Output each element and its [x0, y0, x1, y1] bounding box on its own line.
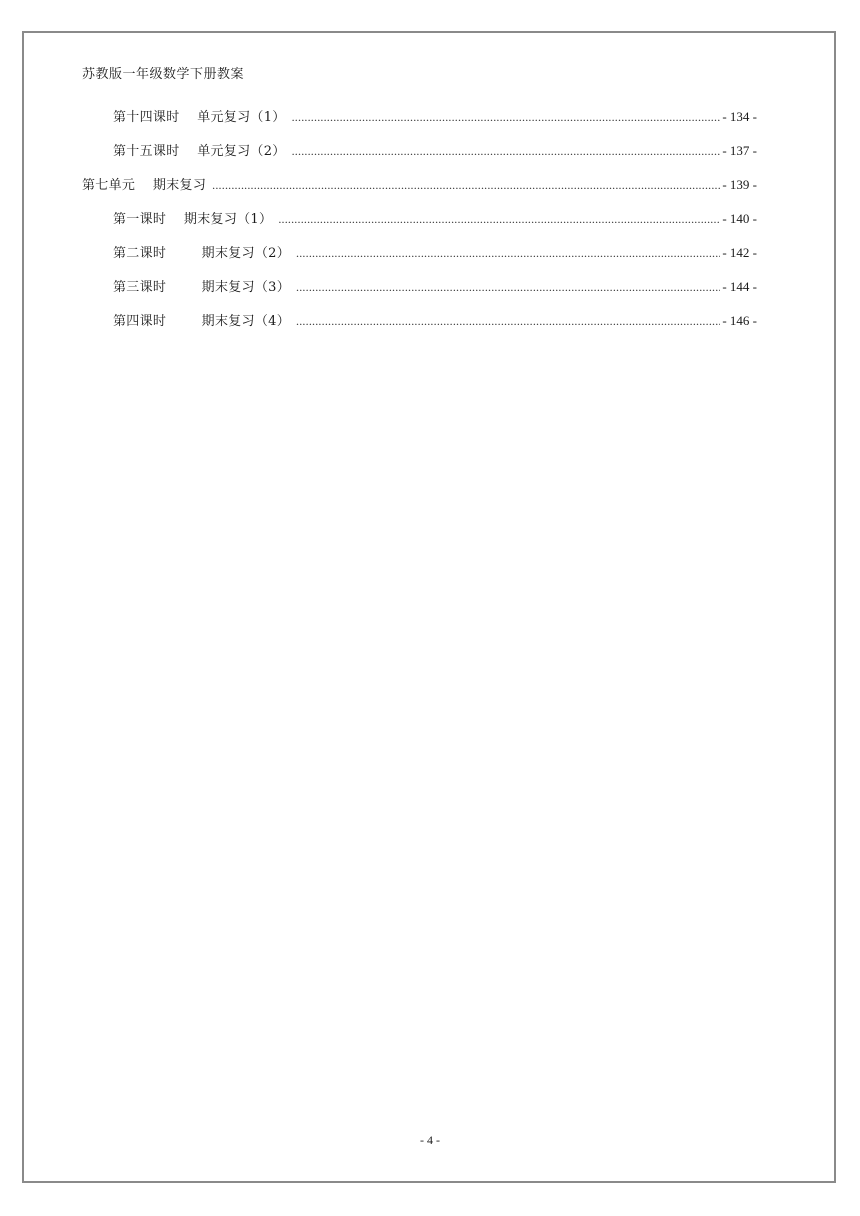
toc-entry-title: 第一课时 期末复习（1） — [113, 212, 273, 227]
toc-entry[interactable] — [113, 278, 757, 296]
toc-entry-title: 第七单元 期末复习 — [82, 178, 207, 193]
toc-dot-leader — [278, 210, 720, 228]
toc-dot-leader — [292, 142, 721, 160]
page-number-footer: - 4 - — [420, 1133, 440, 1147]
toc-entry-page: - 146 - — [722, 313, 757, 328]
toc-dot-leader — [296, 244, 720, 262]
toc-dot-leader — [296, 312, 720, 330]
toc-entry-page: - 139 - — [722, 177, 757, 192]
toc-entry-title: 第十五课时 单元复习（2） — [113, 144, 286, 159]
toc-entry-title: 第三课时 期末复习（3） — [113, 280, 291, 295]
toc-entry-page: - 134 - — [722, 109, 757, 124]
toc-entry-title: 第四课时 期末复习（4） — [113, 314, 291, 329]
toc-entry-title: 第十四课时 单元复习（1） — [113, 110, 286, 125]
toc-entry-page: - 144 - — [722, 279, 757, 294]
page-frame — [22, 31, 836, 1183]
toc-dot-leader — [292, 108, 721, 126]
toc-entry[interactable] — [113, 142, 757, 160]
toc-entry-page: - 142 - — [722, 245, 757, 260]
toc-entry-title: 第二课时 期末复习（2） — [113, 246, 291, 261]
document-header-title: 苏教版一年级数学下册教案 — [82, 67, 245, 82]
toc-entry[interactable] — [113, 108, 757, 126]
toc-entry[interactable] — [113, 210, 757, 228]
toc-dot-leader — [296, 278, 720, 296]
toc-entry[interactable] — [82, 176, 757, 194]
toc-dot-leader — [212, 176, 720, 194]
toc-entry-page: - 140 - — [722, 211, 757, 226]
toc-entry[interactable] — [113, 312, 757, 330]
toc-entry-page: - 137 - — [722, 143, 757, 158]
toc-entry[interactable] — [113, 244, 757, 262]
